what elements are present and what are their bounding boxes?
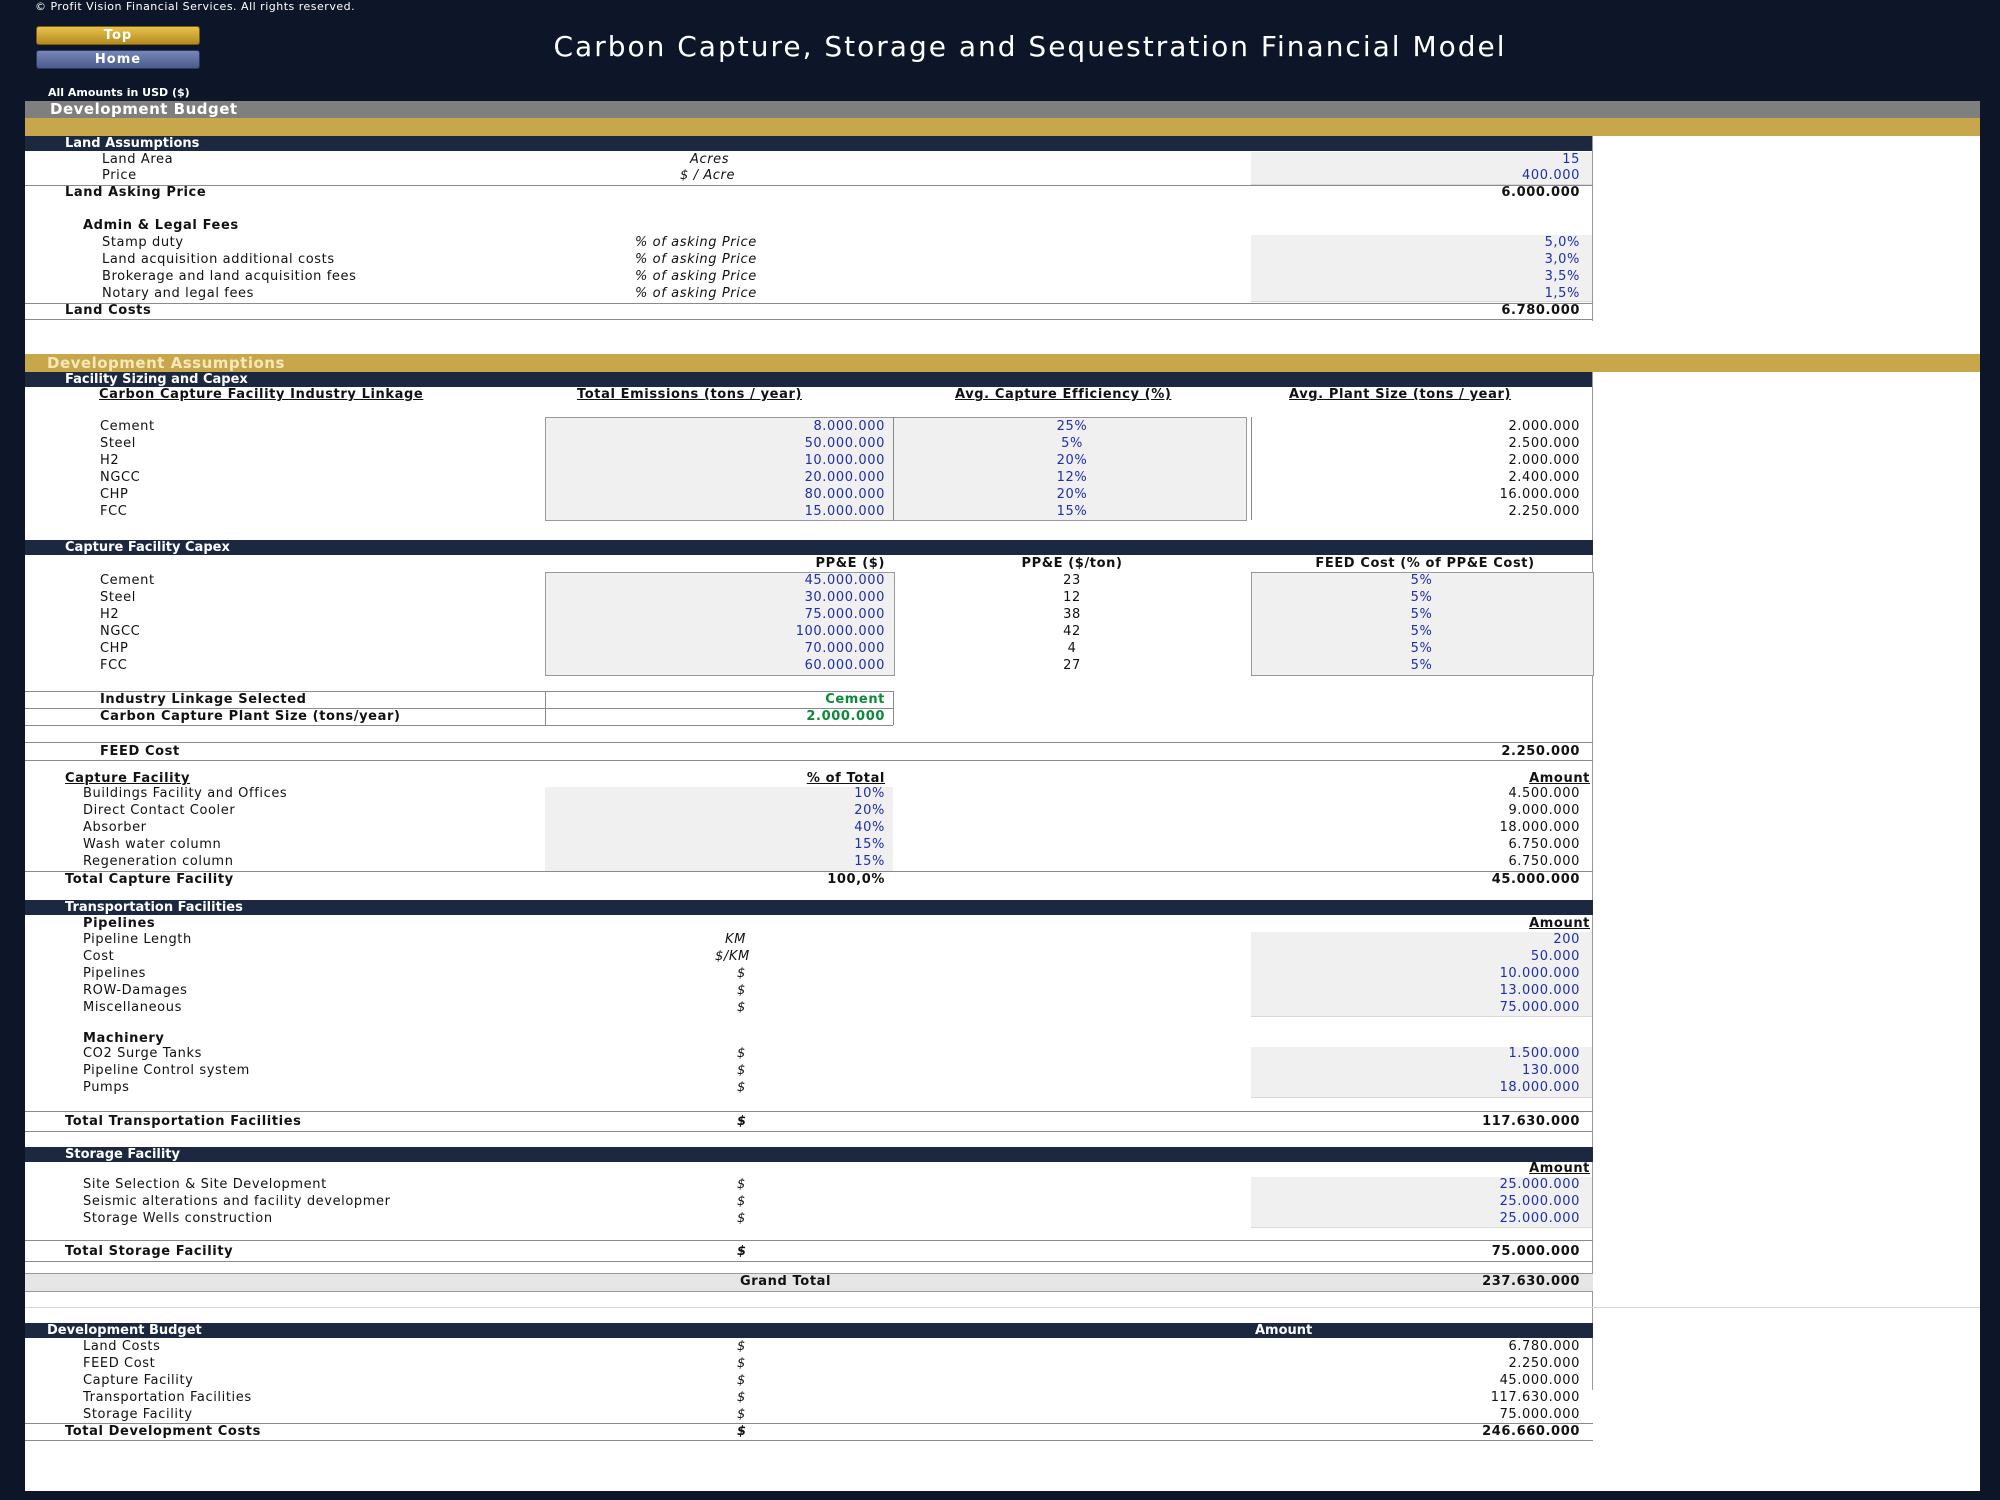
section-header — [25, 101, 1980, 118]
land-asking-price-value: 6.000.000 — [1501, 185, 1580, 200]
fee-value[interactable]: 5,0% — [1544, 235, 1580, 250]
dev-assumptions-band — [25, 354, 1980, 372]
efficiency-value[interactable]: 20% — [1056, 487, 1088, 502]
pipeline-row — [25, 1000, 1593, 1016]
total-storage-value: 75.000.000 — [1491, 1244, 1580, 1259]
summary-item-value: 45.000.000 — [1499, 1373, 1580, 1388]
plant-size-value: 16.000.000 — [1499, 487, 1580, 502]
storage-header-row — [25, 1161, 1593, 1177]
fee-label: Stamp duty — [102, 235, 184, 250]
summary-bar — [25, 1323, 1593, 1338]
feed-cost-value: 2.250.000 — [1501, 744, 1580, 759]
plant-size-value: 2.250.000 — [1508, 504, 1580, 519]
feed-pct-value[interactable]: 5% — [1410, 590, 1433, 605]
top-button[interactable]: Top — [36, 26, 200, 45]
grand-total-row — [25, 1273, 1593, 1292]
plant-size-value: 2.000.000 — [1508, 453, 1580, 468]
amount-header: Amount — [1529, 916, 1590, 931]
storage-item-unit: $ — [737, 1177, 746, 1192]
capex-row — [25, 624, 1593, 640]
storage-row — [25, 1194, 1593, 1210]
industry-name: FCC — [100, 504, 128, 519]
price-unit: $ / Acre — [680, 168, 736, 183]
price-value[interactable]: 400.000 — [1522, 168, 1580, 183]
summary-row — [25, 1356, 1593, 1372]
summary-item-label: FEED Cost — [83, 1356, 156, 1371]
facility-sizing-title: Facility Sizing and Capex — [65, 372, 248, 387]
efficiency-value[interactable]: 12% — [1056, 470, 1088, 485]
pipeline-item-label: Miscellaneous — [83, 1000, 182, 1015]
industry-name: Cement — [100, 573, 155, 588]
land-area-value[interactable]: 15 — [1562, 152, 1580, 167]
pipeline-item-value[interactable]: 50.000 — [1530, 949, 1580, 964]
storage-item-value[interactable]: 25.000.000 — [1499, 1194, 1580, 1209]
price-label: Price — [102, 168, 137, 183]
total-development-unit: $ — [737, 1424, 747, 1439]
gold-band — [25, 118, 1980, 136]
total-development-value: 246.660.000 — [1482, 1424, 1580, 1439]
feed-pct-value[interactable]: 5% — [1410, 573, 1433, 588]
land-area-unit: Acres — [690, 152, 730, 167]
land-area-row — [25, 152, 1593, 168]
pipeline-item-unit: $/KM — [715, 949, 750, 964]
pipeline-item-value[interactable]: 13.000.000 — [1499, 983, 1580, 998]
plant-size-value: 2.400.000 — [1508, 470, 1580, 485]
feed-cost-row — [25, 744, 1593, 760]
plant-size-label: Carbon Capture Plant Size (tons/year) — [100, 709, 401, 724]
total-storage-row — [25, 1244, 1593, 1260]
efficiency-value[interactable]: 15% — [1056, 504, 1088, 519]
storage-item-value[interactable]: 25.000.000 — [1499, 1177, 1580, 1192]
amount-header: Amount — [1529, 1161, 1590, 1176]
summary-item-value: 117.630.000 — [1490, 1390, 1580, 1405]
industry-linkage-label: Industry Linkage Selected — [100, 692, 307, 707]
sizing-header-row — [25, 387, 1593, 403]
sizing-header: Total Emissions (tons / year) — [577, 387, 802, 402]
total-capture-amount: 45.000.000 — [1491, 872, 1580, 887]
summary-item-value: 2.250.000 — [1508, 1356, 1580, 1371]
capex-row — [25, 607, 1593, 623]
capture-header-row — [25, 771, 1593, 787]
capture-row — [25, 837, 1593, 853]
capture-item-pct[interactable]: 10% — [854, 786, 885, 801]
capture-item-amount: 6.750.000 — [1508, 837, 1580, 852]
summary-item-label: Land Costs — [83, 1339, 161, 1354]
industry-name: H2 — [100, 607, 120, 622]
land-assumptions-title: Land Assumptions — [65, 136, 200, 151]
sizing-row — [25, 436, 1593, 452]
ppe-value[interactable]: 30.000.000 — [804, 590, 885, 605]
fee-label: Land acquisition additional costs — [102, 252, 335, 267]
page-title: Carbon Capture, Storage and Sequestration Financial Model — [553, 30, 1507, 63]
section-title: Development Budget — [50, 100, 238, 118]
pipelines-header-row — [25, 916, 1593, 932]
fee-value[interactable]: 3,0% — [1544, 252, 1580, 267]
machinery-title: Machinery — [83, 1031, 165, 1046]
pipeline-item-label: Cost — [83, 949, 115, 964]
fee-row — [25, 269, 1593, 285]
machinery-row — [25, 1063, 1593, 1079]
capture-row — [25, 803, 1593, 819]
capture-item-label: Absorber — [83, 820, 147, 835]
grand-total-value: 237.630.000 — [1482, 1274, 1580, 1289]
machinery-item-value[interactable]: 1.500.000 — [1508, 1046, 1580, 1061]
feed-cost-label: FEED Cost — [100, 744, 180, 759]
storage-item-label: Site Selection & Site Development — [83, 1177, 327, 1192]
machinery-item-unit: $ — [737, 1046, 746, 1061]
emissions-value[interactable]: 20.000.000 — [804, 470, 885, 485]
machinery-item-unit: $ — [737, 1080, 746, 1095]
capture-item-pct[interactable]: 40% — [854, 820, 885, 835]
pipeline-item-value[interactable]: 75.000.000 — [1499, 1000, 1580, 1015]
capex-row — [25, 641, 1593, 657]
pipeline-row — [25, 932, 1593, 948]
land-asking-price-label: Land Asking Price — [65, 185, 207, 200]
sizing-header: Carbon Capture Facility Industry Linkage — [99, 387, 424, 402]
fee-unit: % of asking Price — [635, 252, 757, 267]
fee-unit: % of asking Price — [635, 286, 757, 301]
ppe-per-ton-value: 23 — [1063, 573, 1081, 588]
total-capture-label: Total Capture Facility — [65, 872, 234, 887]
summary-title: Development Budget — [47, 1323, 202, 1338]
pipelines-title: Pipelines — [83, 916, 156, 931]
industry-name: CHP — [100, 487, 129, 502]
fee-value[interactable]: 1,5% — [1544, 286, 1580, 301]
capture-item-amount: 4.500.000 — [1508, 786, 1580, 801]
capture-row — [25, 854, 1593, 870]
pipeline-row — [25, 949, 1593, 965]
summary-row — [25, 1390, 1593, 1406]
capture-item-pct[interactable]: 15% — [854, 837, 885, 852]
capex-title: Capture Facility Capex — [65, 540, 230, 555]
storage-item-unit: $ — [737, 1194, 746, 1209]
ppe-per-ton-value: 12 — [1063, 590, 1081, 605]
emissions-value[interactable]: 8.000.000 — [813, 419, 885, 434]
sizing-header: Avg. Capture Efficiency (%) — [955, 387, 1172, 402]
pipeline-item-unit: $ — [737, 983, 746, 998]
fee-value[interactable]: 3,5% — [1544, 269, 1580, 284]
fee-label: Brokerage and land acquisition fees — [102, 269, 357, 284]
industry-name: FCC — [100, 658, 128, 673]
summary-item-unit: $ — [737, 1356, 746, 1371]
admin-fees-title: Admin & Legal Fees — [83, 218, 239, 233]
machinery-item-label: Pumps — [83, 1080, 130, 1095]
fee-row — [25, 235, 1593, 251]
sizing-row — [25, 487, 1593, 503]
machinery-header-row — [25, 1031, 1593, 1047]
total-transport-unit: $ — [737, 1114, 747, 1129]
capex-bar — [25, 540, 1593, 555]
ppe-value[interactable]: 45.000.000 — [804, 573, 885, 588]
capture-item-amount: 18.000.000 — [1499, 820, 1580, 835]
land-costs-row — [25, 303, 1593, 319]
feed-pct-value[interactable]: 5% — [1410, 624, 1433, 639]
sizing-row — [25, 504, 1593, 520]
capture-facility-title: Capture Facility — [65, 771, 191, 786]
capture-item-label: Direct Contact Cooler — [83, 803, 236, 818]
capture-row — [25, 786, 1593, 802]
emissions-value[interactable]: 80.000.000 — [804, 487, 885, 502]
pipeline-item-value[interactable]: 200 — [1553, 932, 1580, 947]
industry-name: H2 — [100, 453, 120, 468]
total-development-row — [25, 1424, 1593, 1440]
total-capture-row — [25, 872, 1593, 888]
total-storage-label: Total Storage Facility — [65, 1244, 234, 1259]
pipeline-item-unit: KM — [725, 932, 746, 947]
capture-item-label: Regeneration column — [83, 854, 234, 869]
sizing-header: Avg. Plant Size (tons / year) — [1289, 387, 1512, 402]
land-asking-price-row — [25, 185, 1593, 201]
summary-amount-header: Amount — [1255, 1323, 1313, 1338]
total-capture-pct: 100,0% — [827, 872, 885, 887]
capture-item-amount: 9.000.000 — [1508, 803, 1580, 818]
sizing-row — [25, 419, 1593, 435]
industry-name: NGCC — [100, 470, 141, 485]
pipeline-item-label: Pipelines — [83, 966, 147, 981]
price-row — [25, 168, 1593, 184]
storage-title: Storage Facility — [65, 1147, 180, 1162]
capex-row — [25, 573, 1593, 589]
summary-item-value: 75.000.000 — [1499, 1407, 1580, 1422]
machinery-item-unit: $ — [737, 1063, 746, 1078]
grand-total-label: Grand Total — [740, 1274, 832, 1289]
industry-linkage-row — [25, 692, 1593, 708]
dev-assumptions-title: Development Assumptions — [47, 354, 285, 372]
storage-item-unit: $ — [737, 1211, 746, 1226]
machinery-item-value[interactable]: 18.000.000 — [1499, 1080, 1580, 1095]
machinery-row — [25, 1046, 1593, 1062]
pipeline-item-value[interactable]: 10.000.000 — [1499, 966, 1580, 981]
fee-unit: % of asking Price — [635, 235, 757, 250]
fee-unit: % of asking Price — [635, 269, 757, 284]
industry-name: NGCC — [100, 624, 141, 639]
land-assumptions-bar — [25, 136, 1593, 151]
sizing-row — [25, 453, 1593, 469]
storage-item-label: Seismic alterations and facility developmer — [83, 1194, 391, 1209]
machinery-item-value[interactable]: 130.000 — [1522, 1063, 1580, 1078]
total-development-label: Total Development Costs — [65, 1424, 261, 1439]
capex-header: FEED Cost (% of PP&E Cost) — [1315, 556, 1535, 571]
ppe-value[interactable]: 70.000.000 — [804, 641, 885, 656]
feed-pct-value[interactable]: 5% — [1410, 641, 1433, 656]
storage-item-label: Storage Wells construction — [83, 1211, 273, 1226]
plant-size-value: 2.000.000 — [1508, 419, 1580, 434]
pipeline-row — [25, 983, 1593, 999]
capex-header: PP&E ($/ton) — [1021, 556, 1123, 571]
summary-row — [25, 1407, 1593, 1423]
industry-name: Steel — [100, 436, 136, 451]
summary-item-value: 6.780.000 — [1508, 1339, 1580, 1354]
industry-linkage-select[interactable]: Cement — [825, 692, 885, 707]
amount-header: Amount — [1529, 771, 1590, 786]
capex-row — [25, 590, 1593, 606]
plant-size-row — [25, 709, 1593, 725]
pct-header: % of Total — [806, 771, 885, 786]
fee-row — [25, 286, 1593, 302]
efficiency-value[interactable]: 20% — [1056, 453, 1088, 468]
fee-label: Notary and legal fees — [102, 286, 255, 301]
summary-item-unit: $ — [737, 1339, 746, 1354]
pipeline-item-label: ROW-Damages — [83, 983, 188, 998]
emissions-value[interactable]: 10.000.000 — [804, 453, 885, 468]
capture-item-label: Buildings Facility and Offices — [83, 786, 288, 801]
feed-pct-value[interactable]: 5% — [1410, 658, 1433, 673]
land-costs-value: 6.780.000 — [1501, 303, 1580, 318]
ppe-value[interactable]: 100.000.000 — [795, 624, 885, 639]
summary-row — [25, 1339, 1593, 1355]
transport-bar — [25, 900, 1593, 915]
facility-sizing-bar — [25, 372, 1593, 387]
admin-fees-title-row — [25, 218, 1593, 234]
home-button[interactable]: Home — [36, 50, 200, 69]
summary-item-unit: $ — [737, 1390, 746, 1405]
feed-pct-value[interactable]: 5% — [1410, 607, 1433, 622]
fee-row — [25, 252, 1593, 268]
summary-item-unit: $ — [737, 1373, 746, 1388]
ppe-value[interactable]: 60.000.000 — [804, 658, 885, 673]
ppe-per-ton-value: 4 — [1067, 641, 1077, 656]
pipeline-item-unit: $ — [737, 1000, 746, 1015]
storage-item-value[interactable]: 25.000.000 — [1499, 1211, 1580, 1226]
capex-header: PP&E ($) — [815, 556, 885, 571]
currency-note: All Amounts in USD ($) — [48, 86, 190, 99]
pipeline-row — [25, 966, 1593, 982]
storage-bar — [25, 1147, 1593, 1162]
ppe-value[interactable]: 75.000.000 — [804, 607, 885, 622]
capture-item-amount: 6.750.000 — [1508, 854, 1580, 869]
capture-row — [25, 820, 1593, 836]
summary-item-label: Storage Facility — [83, 1407, 193, 1422]
land-area-label: Land Area — [102, 152, 174, 167]
transport-title: Transportation Facilities — [65, 900, 243, 915]
plant-size-value: 2.500.000 — [1508, 436, 1580, 451]
machinery-row — [25, 1080, 1593, 1096]
efficiency-value[interactable]: 5% — [1061, 436, 1083, 451]
total-transport-label: Total Transportation Facilities — [65, 1114, 302, 1129]
total-transport-value: 117.630.000 — [1482, 1114, 1580, 1129]
summary-item-label: Capture Facility — [83, 1373, 194, 1388]
total-transport-row — [25, 1114, 1593, 1130]
capex-row — [25, 658, 1593, 674]
summary-item-label: Transportation Facilities — [83, 1390, 252, 1405]
spreadsheet — [25, 101, 1980, 1491]
emissions-value[interactable]: 50.000.000 — [804, 436, 885, 451]
capture-item-label: Wash water column — [83, 837, 222, 852]
copyright-text: © Profit Vision Financial Services. All rights reserved. — [35, 0, 356, 13]
storage-row — [25, 1177, 1593, 1193]
capex-header-row — [25, 556, 1593, 572]
industry-name: Steel — [100, 590, 136, 605]
industry-name: CHP — [100, 641, 129, 656]
capture-item-pct[interactable]: 20% — [854, 803, 885, 818]
ppe-per-ton-value: 38 — [1063, 607, 1081, 622]
ppe-per-ton-value: 42 — [1063, 624, 1081, 639]
machinery-item-label: CO2 Surge Tanks — [83, 1046, 202, 1061]
ppe-per-ton-value: 27 — [1063, 658, 1081, 673]
industry-name: Cement — [100, 419, 155, 434]
efficiency-value[interactable]: 25% — [1056, 419, 1088, 434]
pipeline-item-label: Pipeline Length — [83, 932, 192, 947]
land-costs-label: Land Costs — [65, 303, 152, 318]
sizing-row — [25, 470, 1593, 486]
summary-item-unit: $ — [737, 1407, 746, 1422]
storage-row — [25, 1211, 1593, 1227]
summary-row — [25, 1373, 1593, 1389]
total-storage-unit: $ — [737, 1244, 747, 1259]
machinery-item-label: Pipeline Control system — [83, 1063, 250, 1078]
pipeline-item-unit: $ — [737, 966, 746, 981]
capture-item-pct[interactable]: 15% — [854, 854, 885, 869]
plant-size-selected: 2.000.000 — [806, 709, 885, 724]
emissions-value[interactable]: 15.000.000 — [804, 504, 885, 519]
